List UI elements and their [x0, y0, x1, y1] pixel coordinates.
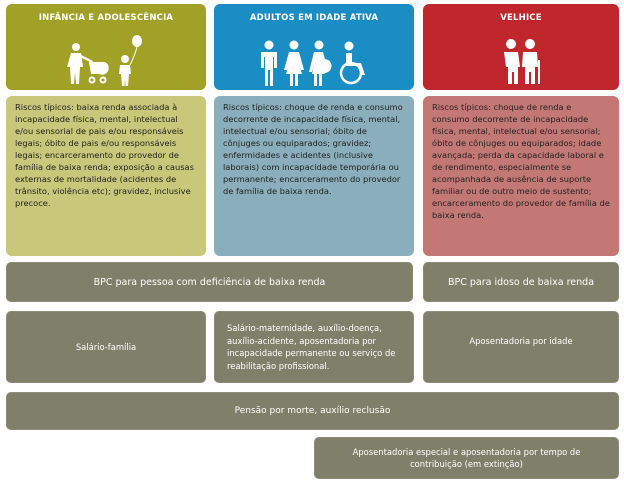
header-adultos-icons — [214, 32, 414, 86]
benefit-pensao: Pensão por morte, auxílio reclusão — [6, 392, 619, 430]
benefit-aposentadoria-idade — [423, 311, 619, 383]
woman-stroller-icon — [67, 42, 109, 86]
child-balloon-icon — [115, 34, 145, 86]
wheelchair-user-icon — [337, 40, 371, 86]
woman-icon — [283, 40, 305, 86]
header-adultos — [214, 4, 414, 90]
risks-velhice: Riscos típicos: choque de renda e consumo decorrente de incapacidade física, mental, intelectual e/ou sensorial; óbito de cônjuges ou equiparados; idade avançada; perda da capacidade laboral e de rendimento, especialmente se acompanhada de ausência de suporte familiar ou de outro meio de sustento; encarceramento do provedor de família de baixa renda. — [423, 96, 619, 256]
benefit-salario-familia — [6, 311, 206, 383]
header-velhice-title: VELHICE — [500, 13, 542, 23]
benefit-bpc-deficiencia: BPC para pessoa com deficiência de baixa renda — [6, 262, 413, 302]
header-velhice-icons — [423, 32, 619, 86]
pregnant-woman-icon — [308, 40, 334, 86]
risks-infancia: Riscos típicos: baixa renda associada à incapacidade física, mental, intelectual e/ou sensorial de pais e/ou responsáveis legais; óbito de pais e/ou responsáveis legais; encarceramento do provedor de família de baixa renda; exposição a causas externas de mortalidade (acidentes de trânsito, violência etc); gravidez, inclusive precoce. — [6, 96, 206, 256]
benefit-bpc-idoso: BPC para idoso de baixa renda — [423, 262, 619, 302]
header-infancia — [6, 4, 206, 90]
benefit-aposentadoria-idade-label: Aposentadoria por idade — [469, 336, 573, 346]
benefit-salario-maternidade: Salário-maternidade, auxílio-doença, auxílio-acidente, aposentadoria por incapacidade permanente ou serviço de reabilitação profissional. — [214, 311, 414, 383]
benefit-aposentadoria-especial: Aposentadoria especial e aposentadoria por tempo de contribuição (em extinção) — [314, 437, 619, 479]
header-infancia-icons — [6, 32, 206, 86]
header-adultos-title: ADULTOS EM IDADE ATIVA — [249, 13, 379, 23]
risks-adultos: Riscos típicos: choque de renda e consumo decorrente de incapacidade física, mental, intelectual e/ou sensorial; óbito de cônjuges ou equiparados; gravidez; enfermidades e acidentes (inclusive laborais) com incapacidade temporária ou permanente; encarceramento do provedor de família de baixa renda. — [214, 96, 414, 256]
header-infancia-title: INFÂNCIA E ADOLESCÊNCIA — [38, 13, 174, 23]
man-icon — [258, 40, 280, 86]
elderly-couple-icon — [499, 38, 543, 86]
benefit-salario-familia-label: Salário-família — [75, 341, 137, 352]
header-velhice — [423, 4, 619, 90]
